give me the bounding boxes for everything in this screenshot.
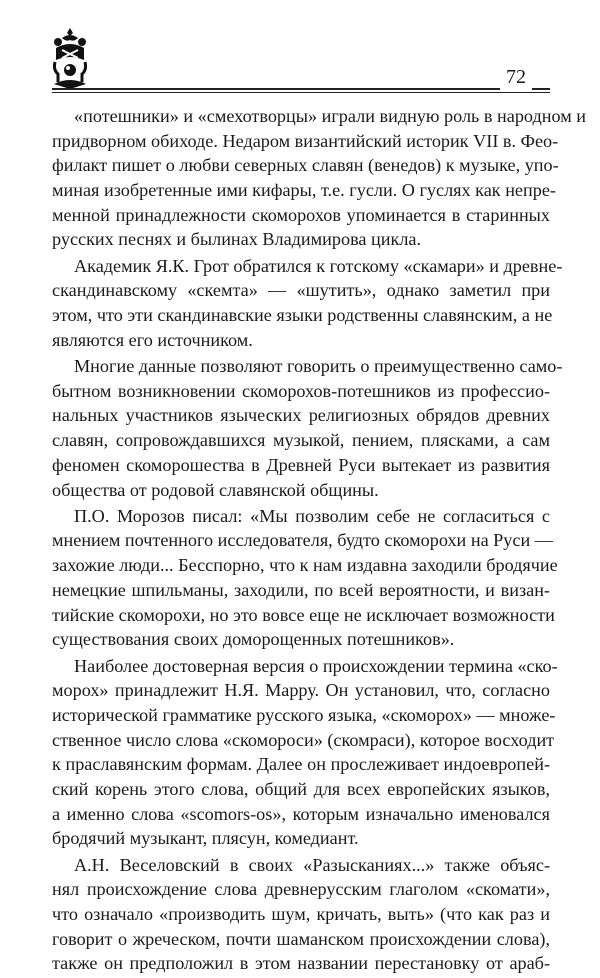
text-line: бытном возникновении скоморохов-потешников из профессио- (52, 380, 550, 401)
text-line: существования своих доморощенных потешников». (52, 629, 455, 650)
text-line: филакт пишет о любви северных славян (венедов) к музыке, упо- (52, 155, 559, 176)
text-line: Академик Я.К. Грот обратился к готскому «скамари» и древне- (74, 255, 563, 276)
paragraph (52, 354, 563, 502)
text-line: захожие люди... Бесспорно, что к нам издавна заходили бродячие (52, 555, 558, 576)
paragraph (52, 504, 558, 652)
header-rule (52, 88, 550, 93)
text-line: феномен скоморошества в Древней Руси вытекает из развития (52, 454, 550, 475)
body-text (52, 104, 587, 978)
text-line: к праславянским формам. Далее он прослеживает индоевропей- (52, 754, 550, 775)
text-line: являются его источником. (52, 329, 253, 350)
text-line: менной принадлежности скоморохов упоминается в старинных (52, 204, 550, 225)
text-line: тийские скоморохи, но это вовсе еще не исключает возможности (52, 604, 555, 625)
text-line: что означало «производить шум, кричать, выть» (что как раз и (52, 903, 550, 924)
page-number: 72 (500, 64, 532, 90)
text-line: придворном обиходе. Недаром византийский историк VII в. Фео- (52, 130, 559, 151)
text-line: славян, сопровождавшихся музыкой, пением, плясками, а сам (52, 430, 550, 451)
text-line: бродячий музыкант, плясун, комедиант. (52, 828, 359, 849)
text-line: скандинавскому «скемта» — «шутить», однако заметил при (52, 280, 550, 301)
ornament-logo-icon (50, 26, 90, 90)
text-line: «потешники» и «смехотворцы» играли видную роль в народном и (74, 106, 587, 126)
text-line: Многие данные позволяют говорить о преимущественно само- (74, 356, 563, 377)
text-line: говорит о жреческом, почти шаманском происхождении слова), (52, 928, 550, 949)
paragraph (52, 104, 587, 252)
paragraph (52, 654, 558, 852)
text-line: ский корень этого слова, общий для всех европейских языков, (52, 778, 550, 799)
text-line: а именно слова «scomors-os», которым изначально именовался (52, 803, 550, 824)
paragraph (52, 254, 563, 353)
text-line: общества от родовой славянской общины. (52, 479, 379, 500)
text-line: этом, что эти скандинавские языки родственны славянским, а не (52, 305, 553, 326)
text-line: ственное число слова «скомороси» (скомраси), которое восходит (52, 729, 555, 750)
text-line: нальных участников языческих религиозных обрядов древних (52, 405, 550, 426)
text-line: нял происхождение слова древнерусским глаголом «скомати», (52, 879, 550, 900)
text-line: немецкие шпильманы, заходили, по всей вероятности, и визан- (52, 579, 550, 600)
text-line: Наиболее достоверная версия о происхождении термина «ско- (74, 655, 558, 676)
text-line: также он предположил в этом названии перестановку от араб- (52, 953, 550, 974)
text-line: мнением почтенного исследователя, будто скоморохи на Руси — (52, 530, 553, 551)
paragraph (52, 853, 550, 976)
text-line: исторической грамматике русского языка, «скоморох» — множе- (52, 704, 556, 725)
text-line: П.О. Морозов писал: «Мы позволим себе не согласиться с (74, 505, 550, 526)
text-line: А.Н. Веселовский в своих «Разысканиях...» также объяс- (74, 854, 550, 875)
text-line: миная изобретенные ими кифары, т.е. гусли. О гуслях как непре- (52, 180, 556, 201)
text-line: русских песнях и былинах Владимирова цикла. (52, 229, 422, 250)
text-line: морох» принадлежит Н.Я. Марру. Он установил, что, согласно (52, 680, 550, 701)
